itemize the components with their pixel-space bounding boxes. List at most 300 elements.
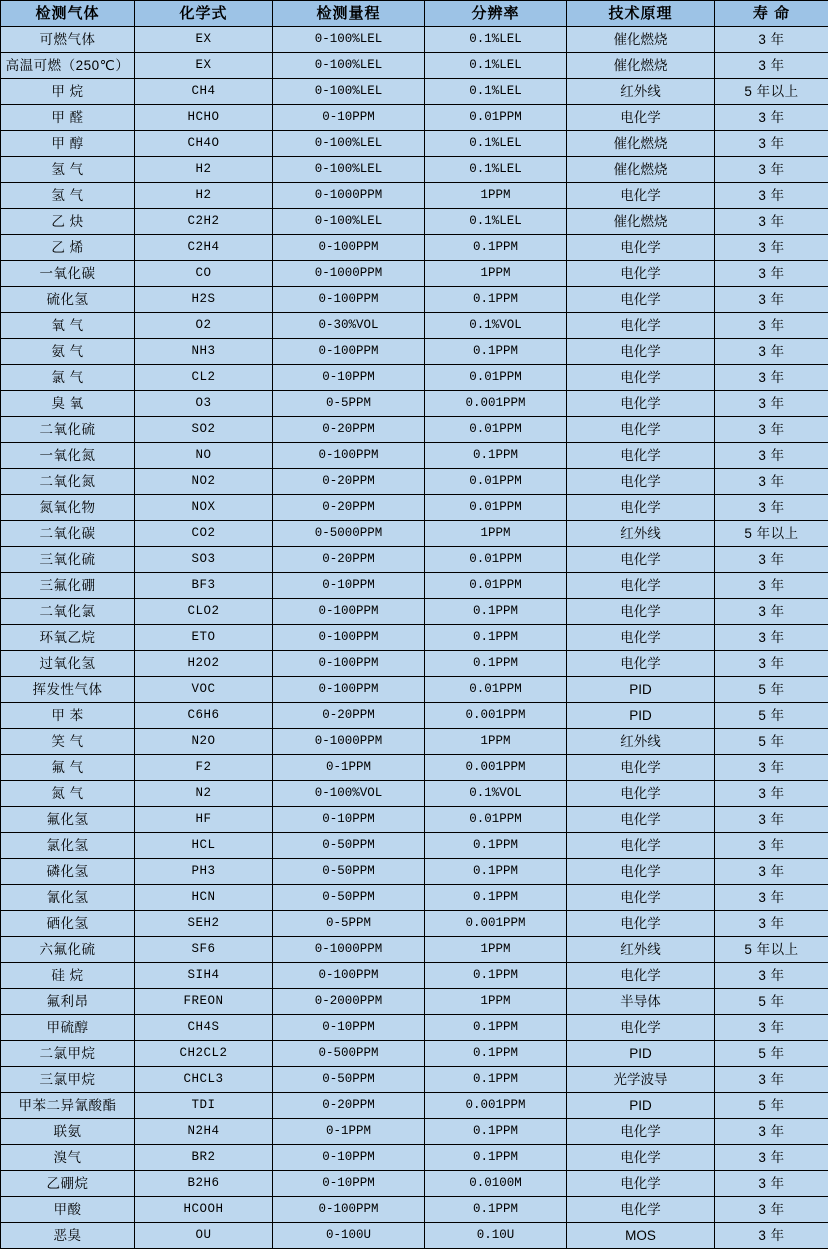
cell-technology: 红外线 — [567, 729, 715, 755]
cell-technology: 电化学 — [567, 313, 715, 339]
cell-gas-name: 二氧化碳 — [1, 521, 135, 547]
cell-chemical-formula: PH3 — [135, 859, 273, 885]
cell-resolution: 0.10U — [425, 1223, 567, 1249]
cell-resolution: 0.1PPM — [425, 885, 567, 911]
cell-chemical-formula: NOX — [135, 495, 273, 521]
table-row — [1, 1041, 828, 1067]
table-row — [1, 625, 828, 651]
cell-measuring-range: 0-500PPM — [273, 1041, 425, 1067]
cell-gas-name: 六氟化硫 — [1, 937, 135, 963]
cell-lifespan: 5 年 — [715, 1093, 828, 1119]
cell-gas-name: 甲 醛 — [1, 105, 135, 131]
cell-gas-name: 三氟化硼 — [1, 573, 135, 599]
cell-chemical-formula: HF — [135, 807, 273, 833]
cell-resolution: 0.1%VOL — [425, 781, 567, 807]
cell-technology: 电化学 — [567, 833, 715, 859]
cell-gas-name: 三氯甲烷 — [1, 1067, 135, 1093]
cell-technology: 电化学 — [567, 547, 715, 573]
cell-chemical-formula: SEH2 — [135, 911, 273, 937]
cell-technology: 电化学 — [567, 391, 715, 417]
table-row — [1, 469, 828, 495]
table-row — [1, 1145, 828, 1171]
table-body — [1, 27, 828, 1249]
cell-gas-name: 氧 气 — [1, 313, 135, 339]
table-row — [1, 1119, 828, 1145]
table-row — [1, 807, 828, 833]
cell-measuring-range: 0-10PPM — [273, 1145, 425, 1171]
cell-lifespan: 3 年 — [715, 1197, 828, 1223]
cell-technology: 电化学 — [567, 1015, 715, 1041]
cell-chemical-formula: CO2 — [135, 521, 273, 547]
cell-resolution: 0.01PPM — [425, 105, 567, 131]
cell-lifespan: 3 年 — [715, 911, 828, 937]
cell-chemical-formula: N2 — [135, 781, 273, 807]
cell-technology: 电化学 — [567, 339, 715, 365]
cell-gas-name: 硅 烷 — [1, 963, 135, 989]
cell-technology: 电化学 — [567, 183, 715, 209]
cell-resolution: 0.001PPM — [425, 911, 567, 937]
cell-lifespan: 5 年以上 — [715, 79, 828, 105]
cell-technology: 电化学 — [567, 885, 715, 911]
cell-chemical-formula: SO2 — [135, 417, 273, 443]
cell-measuring-range: 0-100U — [273, 1223, 425, 1249]
cell-measuring-range: 0-5000PPM — [273, 521, 425, 547]
column-header-technology: 技术原理 — [567, 1, 715, 27]
cell-measuring-range: 0-100PPM — [273, 677, 425, 703]
cell-technology: 电化学 — [567, 807, 715, 833]
cell-measuring-range: 0-20PPM — [273, 703, 425, 729]
cell-lifespan: 3 年 — [715, 573, 828, 599]
cell-measuring-range: 0-1000PPM — [273, 183, 425, 209]
table-row — [1, 287, 828, 313]
cell-resolution: 0.01PPM — [425, 417, 567, 443]
cell-resolution: 0.1%LEL — [425, 131, 567, 157]
cell-chemical-formula: HCHO — [135, 105, 273, 131]
cell-gas-name: 笑 气 — [1, 729, 135, 755]
cell-technology: 催化燃烧 — [567, 53, 715, 79]
cell-lifespan: 3 年 — [715, 157, 828, 183]
table-row — [1, 339, 828, 365]
cell-chemical-formula: NO — [135, 443, 273, 469]
cell-gas-name: 氰化氢 — [1, 885, 135, 911]
cell-chemical-formula: CH4O — [135, 131, 273, 157]
cell-chemical-formula: OU — [135, 1223, 273, 1249]
cell-chemical-formula: H2 — [135, 157, 273, 183]
table-row — [1, 573, 828, 599]
cell-measuring-range: 0-1PPM — [273, 1119, 425, 1145]
cell-lifespan: 3 年 — [715, 443, 828, 469]
cell-lifespan: 5 年 — [715, 729, 828, 755]
cell-resolution: 1PPM — [425, 729, 567, 755]
cell-measuring-range: 0-10PPM — [273, 365, 425, 391]
cell-chemical-formula: CH2CL2 — [135, 1041, 273, 1067]
table-row — [1, 53, 828, 79]
cell-technology: 电化学 — [567, 625, 715, 651]
cell-resolution: 0.01PPM — [425, 677, 567, 703]
cell-technology: 光学波导 — [567, 1067, 715, 1093]
cell-chemical-formula: NO2 — [135, 469, 273, 495]
cell-technology: 电化学 — [567, 417, 715, 443]
cell-chemical-formula: CO — [135, 261, 273, 287]
cell-gas-name: 硒化氢 — [1, 911, 135, 937]
cell-technology: 催化燃烧 — [567, 157, 715, 183]
cell-measuring-range: 0-100%LEL — [273, 53, 425, 79]
cell-chemical-formula: H2S — [135, 287, 273, 313]
cell-technology: 电化学 — [567, 1119, 715, 1145]
cell-technology: 电化学 — [567, 963, 715, 989]
cell-gas-name: 甲苯二异氰酸酯 — [1, 1093, 135, 1119]
cell-gas-name: 三氧化硫 — [1, 547, 135, 573]
cell-measuring-range: 0-1000PPM — [273, 729, 425, 755]
cell-chemical-formula: H2O2 — [135, 651, 273, 677]
cell-resolution: 0.1%LEL — [425, 53, 567, 79]
cell-gas-name: 乙 炔 — [1, 209, 135, 235]
cell-gas-name: 一氧化氮 — [1, 443, 135, 469]
cell-lifespan: 5 年以上 — [715, 937, 828, 963]
cell-resolution: 0.1PPM — [425, 287, 567, 313]
cell-technology: 电化学 — [567, 105, 715, 131]
cell-resolution: 0.0100M — [425, 1171, 567, 1197]
cell-measuring-range: 0-5PPM — [273, 391, 425, 417]
cell-measuring-range: 0-100PPM — [273, 651, 425, 677]
cell-measuring-range: 0-30%VOL — [273, 313, 425, 339]
cell-resolution: 0.1%VOL — [425, 313, 567, 339]
table-row — [1, 547, 828, 573]
cell-measuring-range: 0-50PPM — [273, 833, 425, 859]
cell-measuring-range: 0-20PPM — [273, 469, 425, 495]
cell-resolution: 0.1PPM — [425, 1145, 567, 1171]
cell-resolution: 1PPM — [425, 261, 567, 287]
cell-gas-name: 溴气 — [1, 1145, 135, 1171]
cell-gas-name: 氢 气 — [1, 183, 135, 209]
cell-resolution: 0.01PPM — [425, 547, 567, 573]
cell-chemical-formula: C6H6 — [135, 703, 273, 729]
cell-lifespan: 3 年 — [715, 131, 828, 157]
cell-lifespan: 3 年 — [715, 183, 828, 209]
cell-gas-name: 氮氧化物 — [1, 495, 135, 521]
cell-technology: 电化学 — [567, 651, 715, 677]
cell-technology: 催化燃烧 — [567, 27, 715, 53]
cell-chemical-formula: SF6 — [135, 937, 273, 963]
table-row — [1, 105, 828, 131]
cell-measuring-range: 0-2000PPM — [273, 989, 425, 1015]
table-row — [1, 729, 828, 755]
table-row — [1, 911, 828, 937]
table-row — [1, 1171, 828, 1197]
cell-gas-name: 氯化氢 — [1, 833, 135, 859]
cell-lifespan: 3 年 — [715, 209, 828, 235]
cell-technology: 电化学 — [567, 1145, 715, 1171]
cell-resolution: 0.1%LEL — [425, 79, 567, 105]
cell-lifespan: 3 年 — [715, 1067, 828, 1093]
cell-technology: 电化学 — [567, 443, 715, 469]
cell-chemical-formula: TDI — [135, 1093, 273, 1119]
cell-chemical-formula: BF3 — [135, 573, 273, 599]
cell-measuring-range: 0-100%LEL — [273, 27, 425, 53]
cell-technology: PID — [567, 1041, 715, 1067]
cell-resolution: 0.1%LEL — [425, 209, 567, 235]
cell-resolution: 0.001PPM — [425, 391, 567, 417]
cell-gas-name: 氟化氢 — [1, 807, 135, 833]
cell-technology: 电化学 — [567, 287, 715, 313]
cell-lifespan: 3 年 — [715, 27, 828, 53]
cell-chemical-formula: CHCL3 — [135, 1067, 273, 1093]
cell-resolution: 0.1PPM — [425, 625, 567, 651]
cell-gas-name: 乙 烯 — [1, 235, 135, 261]
cell-resolution: 0.1PPM — [425, 651, 567, 677]
table-row — [1, 1223, 828, 1249]
cell-gas-name: 二氧化硫 — [1, 417, 135, 443]
cell-chemical-formula: CL2 — [135, 365, 273, 391]
table-row — [1, 781, 828, 807]
cell-gas-name: 可燃气体 — [1, 27, 135, 53]
cell-lifespan: 3 年 — [715, 625, 828, 651]
table-row — [1, 417, 828, 443]
cell-resolution: 0.1PPM — [425, 859, 567, 885]
cell-resolution: 0.1%LEL — [425, 157, 567, 183]
table-row — [1, 1197, 828, 1223]
table-row — [1, 885, 828, 911]
cell-resolution: 0.01PPM — [425, 469, 567, 495]
cell-lifespan: 3 年 — [715, 547, 828, 573]
cell-lifespan: 3 年 — [715, 417, 828, 443]
cell-lifespan: 3 年 — [715, 365, 828, 391]
cell-lifespan: 5 年 — [715, 703, 828, 729]
cell-resolution: 1PPM — [425, 521, 567, 547]
cell-measuring-range: 0-100%LEL — [273, 209, 425, 235]
cell-gas-name: 甲 苯 — [1, 703, 135, 729]
table-row — [1, 755, 828, 781]
cell-lifespan: 3 年 — [715, 105, 828, 131]
cell-lifespan: 5 年以上 — [715, 521, 828, 547]
cell-resolution: 0.1PPM — [425, 235, 567, 261]
cell-lifespan: 3 年 — [715, 859, 828, 885]
cell-measuring-range: 0-20PPM — [273, 1093, 425, 1119]
cell-technology: 电化学 — [567, 1197, 715, 1223]
cell-technology: 电化学 — [567, 599, 715, 625]
table-row — [1, 209, 828, 235]
cell-gas-name: 甲酸 — [1, 1197, 135, 1223]
cell-technology: 电化学 — [567, 573, 715, 599]
cell-lifespan: 3 年 — [715, 1171, 828, 1197]
cell-gas-name: 二氧化氯 — [1, 599, 135, 625]
table-row — [1, 833, 828, 859]
cell-technology: PID — [567, 677, 715, 703]
cell-lifespan: 3 年 — [715, 287, 828, 313]
cell-gas-name: 二氯甲烷 — [1, 1041, 135, 1067]
cell-resolution: 0.1PPM — [425, 1015, 567, 1041]
cell-lifespan: 3 年 — [715, 1223, 828, 1249]
cell-technology: 催化燃烧 — [567, 209, 715, 235]
cell-lifespan: 3 年 — [715, 53, 828, 79]
cell-resolution: 0.1PPM — [425, 1041, 567, 1067]
cell-resolution: 0.1PPM — [425, 339, 567, 365]
cell-technology: 红外线 — [567, 521, 715, 547]
cell-chemical-formula: ETO — [135, 625, 273, 651]
cell-resolution: 0.01PPM — [425, 807, 567, 833]
cell-lifespan: 3 年 — [715, 469, 828, 495]
cell-resolution: 0.1PPM — [425, 963, 567, 989]
column-header-resolution: 分辨率 — [425, 1, 567, 27]
column-header-measuring-range: 检测量程 — [273, 1, 425, 27]
cell-gas-name: 氯 气 — [1, 365, 135, 391]
cell-lifespan: 3 年 — [715, 313, 828, 339]
cell-technology: PID — [567, 1093, 715, 1119]
cell-gas-name: 高温可燃（250℃） — [1, 53, 135, 79]
table-row — [1, 365, 828, 391]
cell-measuring-range: 0-50PPM — [273, 859, 425, 885]
cell-gas-name: 氟利昂 — [1, 989, 135, 1015]
table-row — [1, 859, 828, 885]
cell-technology: 电化学 — [567, 1171, 715, 1197]
cell-chemical-formula: NH3 — [135, 339, 273, 365]
cell-chemical-formula: CLO2 — [135, 599, 273, 625]
table-row — [1, 677, 828, 703]
cell-measuring-range: 0-100%LEL — [273, 131, 425, 157]
cell-lifespan: 5 年 — [715, 1041, 828, 1067]
table-row — [1, 183, 828, 209]
cell-gas-name: 一氧化碳 — [1, 261, 135, 287]
cell-gas-name: 二氧化氮 — [1, 469, 135, 495]
cell-measuring-range: 0-20PPM — [273, 547, 425, 573]
cell-technology: PID — [567, 703, 715, 729]
cell-measuring-range: 0-10PPM — [273, 1015, 425, 1041]
cell-resolution: 1PPM — [425, 937, 567, 963]
table-header-row — [1, 1, 828, 27]
cell-technology: 电化学 — [567, 235, 715, 261]
table-row — [1, 261, 828, 287]
cell-gas-name: 氨 气 — [1, 339, 135, 365]
cell-measuring-range: 0-50PPM — [273, 885, 425, 911]
column-header-gas-name: 检测气体 — [1, 1, 135, 27]
cell-chemical-formula: N2H4 — [135, 1119, 273, 1145]
cell-measuring-range: 0-100PPM — [273, 443, 425, 469]
cell-lifespan: 3 年 — [715, 391, 828, 417]
cell-chemical-formula: C2H4 — [135, 235, 273, 261]
cell-resolution: 0.1PPM — [425, 599, 567, 625]
cell-resolution: 0.001PPM — [425, 1093, 567, 1119]
cell-lifespan: 3 年 — [715, 963, 828, 989]
cell-technology: 电化学 — [567, 911, 715, 937]
cell-lifespan: 3 年 — [715, 807, 828, 833]
column-header-chemical-formula: 化学式 — [135, 1, 273, 27]
cell-chemical-formula: C2H2 — [135, 209, 273, 235]
table-row — [1, 1093, 828, 1119]
cell-lifespan: 3 年 — [715, 833, 828, 859]
cell-lifespan: 3 年 — [715, 651, 828, 677]
cell-measuring-range: 0-100PPM — [273, 599, 425, 625]
cell-lifespan: 3 年 — [715, 599, 828, 625]
cell-resolution: 0.01PPM — [425, 495, 567, 521]
cell-technology: 电化学 — [567, 261, 715, 287]
cell-resolution: 0.1PPM — [425, 443, 567, 469]
table-row — [1, 963, 828, 989]
cell-gas-name: 氮 气 — [1, 781, 135, 807]
cell-technology: 电化学 — [567, 755, 715, 781]
cell-technology: 催化燃烧 — [567, 131, 715, 157]
table-row — [1, 937, 828, 963]
cell-technology: 红外线 — [567, 937, 715, 963]
cell-measuring-range: 0-100PPM — [273, 235, 425, 261]
cell-resolution: 0.1PPM — [425, 833, 567, 859]
cell-measuring-range: 0-100PPM — [273, 625, 425, 651]
cell-lifespan: 3 年 — [715, 235, 828, 261]
cell-technology: 红外线 — [567, 79, 715, 105]
cell-gas-name: 乙硼烷 — [1, 1171, 135, 1197]
cell-technology: 电化学 — [567, 469, 715, 495]
cell-resolution: 0.001PPM — [425, 703, 567, 729]
cell-resolution: 0.1PPM — [425, 1197, 567, 1223]
table-row — [1, 1067, 828, 1093]
cell-technology: 电化学 — [567, 859, 715, 885]
cell-lifespan: 5 年 — [715, 989, 828, 1015]
cell-measuring-range: 0-1000PPM — [273, 261, 425, 287]
cell-chemical-formula: N2O — [135, 729, 273, 755]
cell-gas-name: 联氨 — [1, 1119, 135, 1145]
cell-resolution: 0.1PPM — [425, 1067, 567, 1093]
cell-gas-name: 甲 醇 — [1, 131, 135, 157]
table-row — [1, 131, 828, 157]
cell-resolution: 1PPM — [425, 989, 567, 1015]
table-row — [1, 989, 828, 1015]
cell-gas-name: 甲 烷 — [1, 79, 135, 105]
cell-gas-name: 恶臭 — [1, 1223, 135, 1249]
cell-resolution: 0.1%LEL — [425, 27, 567, 53]
cell-chemical-formula: FREON — [135, 989, 273, 1015]
cell-chemical-formula: F2 — [135, 755, 273, 781]
table-row — [1, 521, 828, 547]
cell-chemical-formula: HCN — [135, 885, 273, 911]
cell-measuring-range: 0-1000PPM — [273, 937, 425, 963]
table-row — [1, 157, 828, 183]
cell-chemical-formula: BR2 — [135, 1145, 273, 1171]
cell-resolution: 1PPM — [425, 183, 567, 209]
cell-measuring-range: 0-100PPM — [273, 339, 425, 365]
cell-lifespan: 3 年 — [715, 1015, 828, 1041]
table-row — [1, 27, 828, 53]
cell-measuring-range: 0-100PPM — [273, 1197, 425, 1223]
cell-measuring-range: 0-100%VOL — [273, 781, 425, 807]
cell-resolution: 0.01PPM — [425, 573, 567, 599]
cell-lifespan: 5 年 — [715, 677, 828, 703]
cell-chemical-formula: VOC — [135, 677, 273, 703]
cell-measuring-range: 0-10PPM — [273, 807, 425, 833]
cell-lifespan: 3 年 — [715, 1145, 828, 1171]
cell-gas-name: 硫化氢 — [1, 287, 135, 313]
cell-lifespan: 3 年 — [715, 781, 828, 807]
cell-technology: 电化学 — [567, 365, 715, 391]
table-row — [1, 1015, 828, 1041]
cell-gas-name: 过氧化氢 — [1, 651, 135, 677]
cell-resolution: 0.1PPM — [425, 1119, 567, 1145]
cell-measuring-range: 0-10PPM — [273, 1171, 425, 1197]
cell-measuring-range: 0-10PPM — [273, 573, 425, 599]
table-row — [1, 235, 828, 261]
cell-measuring-range: 0-5PPM — [273, 911, 425, 937]
cell-measuring-range: 0-100%LEL — [273, 157, 425, 183]
cell-measuring-range: 0-100PPM — [273, 963, 425, 989]
cell-gas-name: 挥发性气体 — [1, 677, 135, 703]
cell-technology: MOS — [567, 1223, 715, 1249]
cell-chemical-formula: HCOOH — [135, 1197, 273, 1223]
cell-resolution: 0.001PPM — [425, 755, 567, 781]
cell-gas-name: 氟 气 — [1, 755, 135, 781]
cell-measuring-range: 0-20PPM — [273, 495, 425, 521]
cell-measuring-range: 0-1PPM — [273, 755, 425, 781]
cell-technology: 电化学 — [567, 781, 715, 807]
cell-technology: 半导体 — [567, 989, 715, 1015]
cell-resolution: 0.01PPM — [425, 365, 567, 391]
